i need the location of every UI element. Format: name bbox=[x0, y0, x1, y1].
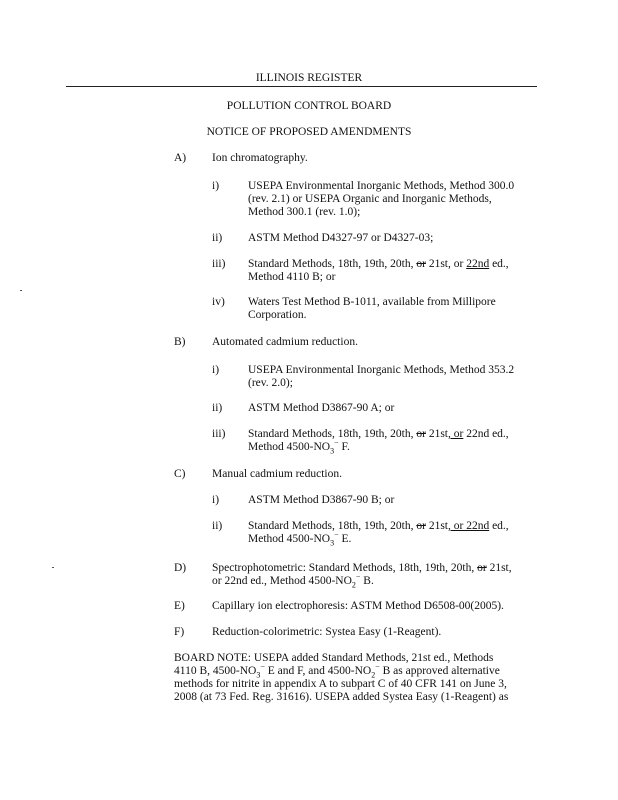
item-line: USEPA Environmental Inorganic Methods, Method 353.2 bbox=[248, 364, 515, 376]
section-letter: A) bbox=[174, 152, 187, 164]
item-text bbox=[248, 180, 514, 219]
section-letter: B) bbox=[174, 336, 186, 348]
scan-speck bbox=[52, 567, 54, 568]
item-line: Standard Methods, 18th, 19th, 20th, or 21st, or 22nd ed., bbox=[248, 258, 509, 270]
board-title: POLLUTION CONTROL BOARD bbox=[226, 100, 392, 112]
item-line: (rev. 2.0); bbox=[248, 377, 293, 389]
register-title: ILLINOIS REGISTER bbox=[255, 72, 363, 84]
section-letter: E) bbox=[174, 600, 185, 612]
item-text bbox=[248, 428, 509, 454]
item-text bbox=[248, 520, 509, 546]
item-line: Method 300.1 (rev. 1.0); bbox=[248, 206, 361, 218]
item-line: Standard Methods, 18th, 19th, 20th, or 21st, or 22nd ed., bbox=[248, 428, 509, 440]
item-number: ii) bbox=[212, 402, 223, 414]
section-title: Automated cadmium reduction. bbox=[212, 336, 358, 348]
item-line: or 22nd ed., Method $4500-NO_2^-$ B. bbox=[212, 572, 374, 590]
item-line: Standard Methods, 18th, 19th, 20th, or 21st, or 22nd ed., bbox=[248, 520, 509, 532]
item-number: i) bbox=[212, 494, 220, 506]
inserted-text: 22nd bbox=[466, 258, 490, 270]
section-letter: C) bbox=[174, 468, 186, 480]
item-number: i) bbox=[212, 180, 220, 192]
item-number: iv) bbox=[212, 296, 225, 308]
item-line: (rev. 2.1) or USEPA Organic and Inorganic Methods, bbox=[248, 193, 492, 205]
section-title: Manual cadmium reduction. bbox=[212, 468, 342, 480]
section-title: Capillary ion electrophoresis: ASTM Method D6508-00(2005). bbox=[212, 600, 504, 612]
item-text bbox=[248, 364, 514, 390]
item-line: Method 4110 B; or bbox=[248, 271, 336, 283]
section-letter: F) bbox=[174, 626, 185, 638]
item-line: Waters Test Method B-1011, available from Millipore bbox=[248, 296, 496, 308]
item-text: ASTM Method D3867-90 B; or bbox=[248, 494, 395, 506]
note-line: BOARD NOTE: USEPA added Standard Methods, 21st ed., Methods bbox=[174, 652, 494, 664]
struck-text: or bbox=[477, 562, 487, 574]
struck-text: or bbox=[416, 520, 426, 532]
note-line: methods for nitrite in appendix A to subpart C of 40 CFR 141 on June 3, bbox=[174, 678, 507, 690]
item-line: Spectrophotometric: Standard Methods, 18th, 19th, 20th, or 21st, bbox=[212, 562, 512, 574]
item-number: iii) bbox=[212, 428, 226, 440]
inserted-text: , or 22nd bbox=[447, 520, 490, 532]
item-text bbox=[248, 296, 496, 322]
notice-title: NOTICE OF PROPOSED AMENDMENTS bbox=[206, 126, 412, 138]
section-title: Reduction-colorimetric: Systea Easy (1-Reagent). bbox=[212, 626, 442, 638]
note-line: 4110 B, $4500-NO_3^-$ E and F, and $4500-NO_2^-$ B as approved alternative bbox=[174, 662, 500, 680]
item-number: iii) bbox=[212, 258, 226, 270]
item-line: Method $4500-NO_3^-$ F. bbox=[248, 438, 350, 456]
section-letter: D) bbox=[174, 562, 187, 574]
section-text bbox=[212, 562, 512, 588]
note-line: 2008 (at 73 Fed. Reg. 31616). USEPA added Systea Easy (1-Reagent) as bbox=[174, 691, 509, 703]
item-line: USEPA Environmental Inorganic Methods, Method 300.0 bbox=[248, 180, 515, 192]
struck-text: or bbox=[416, 258, 426, 270]
item-number: ii) bbox=[212, 232, 223, 244]
item-text: ASTM Method D4327-97 or D4327-03; bbox=[248, 232, 434, 244]
header-rule bbox=[66, 86, 537, 87]
scan-speck bbox=[20, 290, 22, 291]
struck-text: or bbox=[416, 428, 426, 440]
inserted-text: , or bbox=[447, 428, 464, 440]
item-number: i) bbox=[212, 364, 220, 376]
item-line: Method $4500-NO_3^-$ E. bbox=[248, 530, 352, 548]
board-note bbox=[174, 652, 508, 704]
item-line: Corporation. bbox=[248, 309, 307, 321]
item-text: ASTM Method D3867-90 A; or bbox=[248, 402, 395, 414]
item-number: ii) bbox=[212, 520, 223, 532]
section-title: Ion chromatography. bbox=[212, 152, 308, 164]
item-text bbox=[248, 258, 509, 284]
